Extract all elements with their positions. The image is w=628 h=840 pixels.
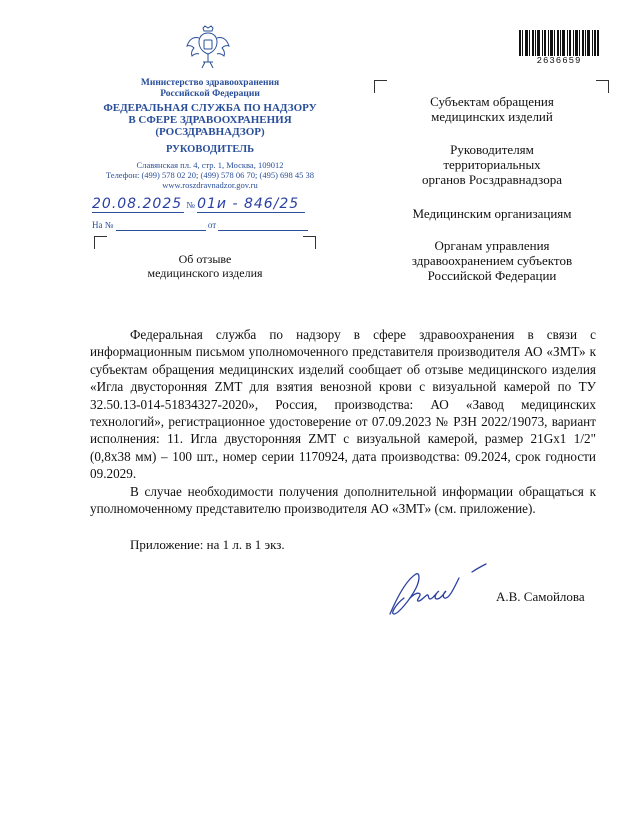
reference-from-label: от [207,220,217,230]
head-title: РУКОВОДИТЕЛЬ [165,144,255,155]
subject-line-1: Об отзыве [178,252,232,266]
ministry-line-1: Министерство здравоохранения [140,78,280,88]
website: www.roszdravnadzor.gov.ru [162,180,258,190]
subject-corner-left [94,236,107,249]
attachment-note: Приложение: на 1 л. в 1 экз. [130,537,285,552]
barcode [519,30,599,56]
service-line-2: В СФЕРЕ ЗДРАВООХРАНЕНИЯ [128,114,292,126]
recipient-1-line-2: медицинских изделий [431,109,553,124]
body-paragraph-2: В случае необходимости получения дополнительной информации обращаться к уполномоченному представителю производителя АО «ЗМТ» (см. приложение). [90,483,596,517]
recipients-corner-right [596,80,609,93]
recipient-3-line-1: Медицинским организациям [412,206,572,221]
reference-line [92,220,308,231]
number-sign: № [186,200,195,210]
recipient-1 [368,94,616,124]
recipient-1-line-1: Субъектам обращения [430,94,554,109]
ministry-line-2: Российской Федерации [160,89,260,99]
subject [100,252,310,280]
recipient-4 [368,238,616,283]
recipient-2-line-2: территориальных [443,157,541,172]
recipient-4-line-2: здравоохранением субъектов [411,253,573,268]
registration-date: 20.08.2025 [92,196,183,212]
recipient-4-line-1: Органам управления [434,238,550,253]
registration-line [92,196,332,213]
contact-block [80,160,340,190]
recipient-2-line-1: Руководителям [450,142,534,157]
service-name [100,102,320,138]
body-paragraph-1: Федеральная служба по надзору в сфере здравоохранения в связи с информационным письмом уполномоченного представителя производителя АО «ЗМТ» к субъектам обращения медицинских изделий сообщает об отзыве медицинского изделия «Игла двусторонняя ZMT для взятия венозной крови с визуальной камерой по ТУ 32.50.13-014-51834327-2020», Россия, производства: АО «Завод медицинских технологий», регистрационное удостоверение от 07.09.2023 № РЗН 2022/19073, вариант исполнения: 11. Игла двусторонняя ZMT с визуальной камерой, размер 21Gx1 1/2" (0,8x38 мм) – 100 шт., номер серии 1170924, дата производства: 09.2024, срок годности 09.2029. [90,327,596,482]
barcode-number: 2636659 [536,56,582,66]
phones: Телефон: (499) 578 02 20; (499) 578 06 70; (495) 698 45 38 [105,170,315,180]
recipient-2 [368,142,616,187]
service-line-3: (РОСЗДРАВНАДЗОР) [155,126,265,138]
recipient-2-line-3: органов Росздравнадзора [421,172,563,187]
signer-name: А.В. Самойлова [496,589,585,604]
registration-number: 01и - 846/25 [197,196,300,212]
address: Славянская пл. 4, стр. 1, Москва, 109012 [136,160,284,170]
ministry-name [100,78,320,100]
coat-of-arms-icon [185,24,231,74]
recipient-4-line-3: Российской Федерации [427,268,557,283]
subject-line-2: медицинского изделия [147,266,263,280]
signature-icon [376,562,506,622]
letter-body [90,326,596,517]
recipients-corner-left [374,80,387,93]
reference-label: На № [92,220,114,230]
recipient-3 [368,206,616,221]
service-line-1: ФЕДЕРАЛЬНАЯ СЛУЖБА ПО НАДЗОРУ [103,102,317,114]
subject-corner-right [303,236,316,249]
